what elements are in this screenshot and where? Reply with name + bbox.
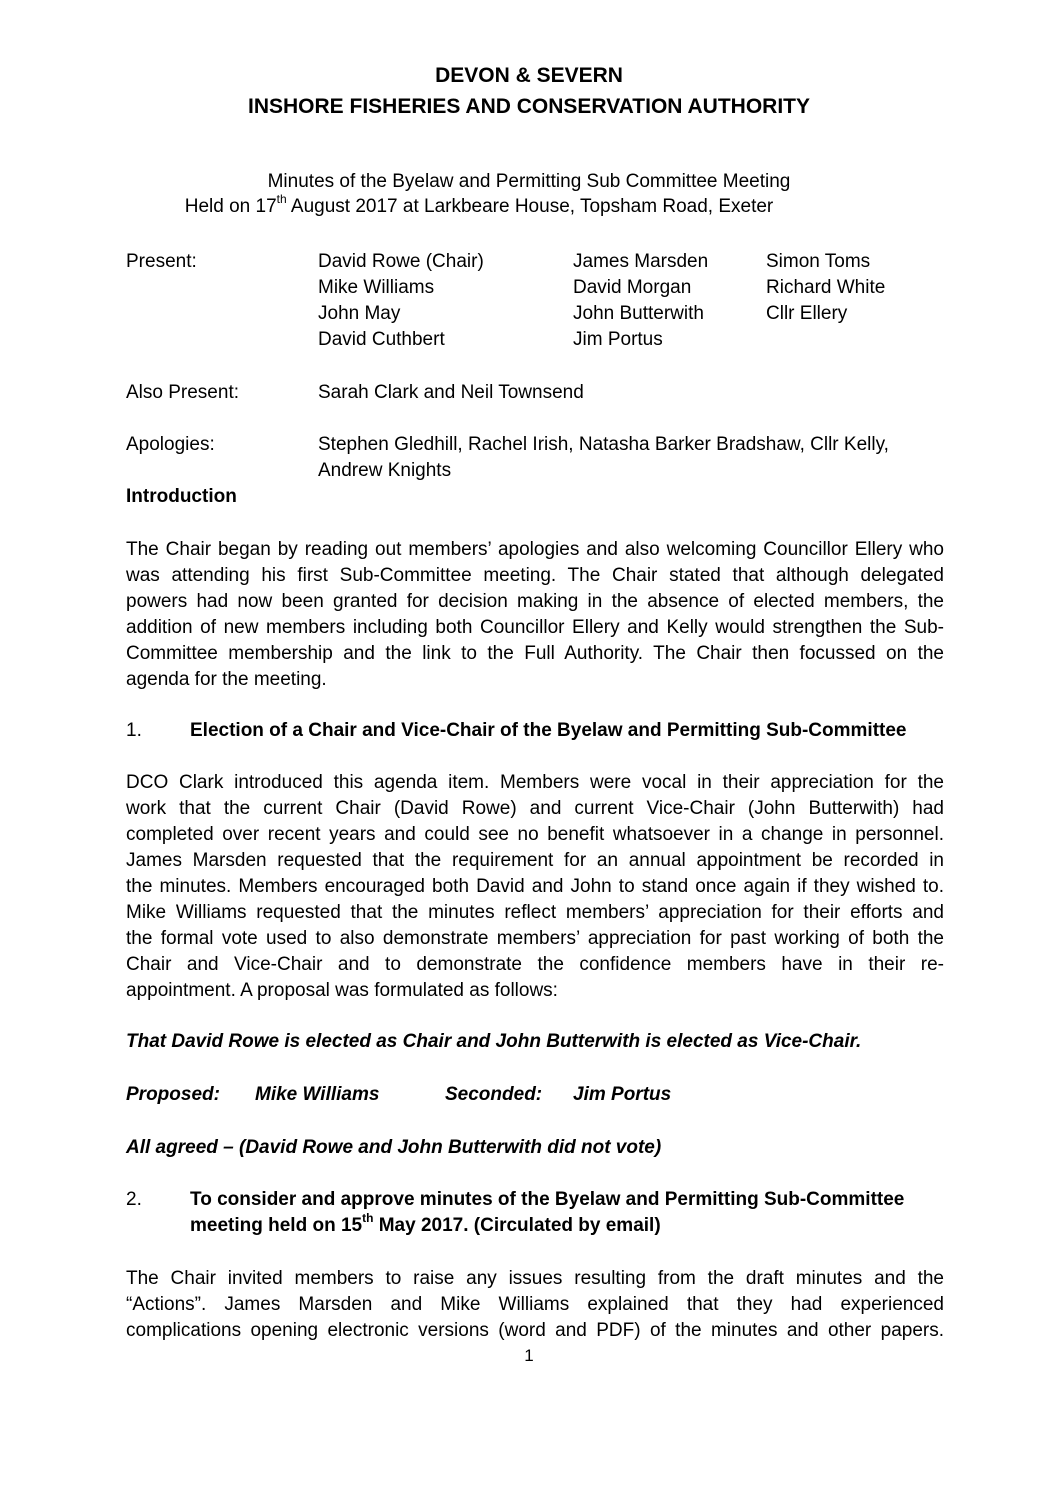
introduction-paragraph <box>126 537 944 693</box>
present-member: Cllr Ellery <box>766 303 848 324</box>
present-member: John May <box>318 303 401 324</box>
paragraph-line: completed over recent years and could see no benefit whatsoever in a change in personnel. <box>126 824 944 845</box>
paragraph-line: complications opening electronic versions (word and PDF) of the minutes and other papers. <box>126 1320 944 1341</box>
item2-number: 2. <box>126 1189 142 1210</box>
paragraph-line: Committee membership and the link to the Full Authority. The Chair then focussed on the <box>126 643 944 664</box>
item1-number: 1. <box>126 720 142 741</box>
paragraph-line: addition of new members including both Councillor Ellery and Kelly would strengthen the Sub- <box>126 617 944 638</box>
paragraph-line: “Actions”. James Marsden and Mike Williams explained that they had experienced <box>126 1294 944 1315</box>
present-member: David Cuthbert <box>318 329 445 350</box>
item1-heading: Election of a Chair and Vice-Chair of the Byelaw and Permitting Sub-Committee <box>190 720 907 741</box>
apologies-line1: Stephen Gledhill, Rachel Irish, Natasha Barker Bradshaw, Cllr Kelly, <box>318 434 889 455</box>
item1-paragraph <box>126 770 944 1004</box>
paragraph-line: DCO Clark introduced this agenda item. Members were vocal in their appreciation for the <box>126 772 944 793</box>
present-member: James Marsden <box>573 251 709 272</box>
org-title-line2: INSHORE FISHERIES AND CONSERVATION AUTHORITY <box>248 95 810 118</box>
org-title-line1: DEVON & SEVERN <box>435 64 623 87</box>
seconded-label: Seconded: <box>445 1084 543 1105</box>
minutes-subtitle-line2: Held on 17th August 2017 at Larkbeare House, Topsham Road, Exeter <box>184 191 774 217</box>
apologies-label: Apologies: <box>126 434 215 455</box>
paragraph-line: work that the current Chair (David Rowe) and current Vice-Chair (John Butterwith) had <box>126 798 944 819</box>
paragraph-line: powers had now been granted for decision making in the absence of elected members, the <box>126 591 944 612</box>
paragraph-line: Chair and Vice-Chair and to demonstrate the confidence members have in their re- <box>126 954 944 975</box>
item1-resolution: That David Rowe is elected as Chair and John Butterwith is elected as Vice-Chair. <box>126 1031 862 1052</box>
paragraph-line: James Marsden requested that the requirement for an annual appointment be recorded in <box>126 850 944 871</box>
present-member: David Rowe (Chair) <box>318 251 484 272</box>
item1-outcome: All agreed – (David Rowe and John Butterwith did not vote) <box>126 1137 662 1158</box>
present-member: David Morgan <box>573 277 692 298</box>
also-present-value: Sarah Clark and Neil Townsend <box>318 382 584 403</box>
item2-heading-line2: meeting held on 15th May 2017. (Circulated by email) <box>190 1210 661 1236</box>
proposed-label: Proposed: <box>126 1084 220 1105</box>
item2-paragraph <box>126 1266 944 1344</box>
also-present-label: Also Present: <box>126 382 239 403</box>
paragraph-line: the minutes. Members encouraged both David and John to stand once again if they wished to. <box>126 876 944 897</box>
minutes-subtitle-line1: Minutes of the Byelaw and Permitting Sub Committee Meeting <box>267 171 791 192</box>
item2-heading-line1: To consider and approve minutes of the Byelaw and Permitting Sub-Committee <box>190 1189 905 1210</box>
proposed-value: Mike Williams <box>255 1084 380 1105</box>
present-member: Mike Williams <box>318 277 435 298</box>
paragraph-line: appointment. A proposal was formulated as follows: <box>126 980 558 1001</box>
paragraph-line: Mike Williams requested that the minutes reflect members’ appreciation for their efforts and <box>126 902 944 923</box>
present-label: Present: <box>126 251 197 272</box>
seconded-value: Jim Portus <box>573 1084 672 1105</box>
paragraph-line: The Chair began by reading out members’ apologies and also welcoming Councillor Ellery who <box>126 539 944 560</box>
paragraph-line: The Chair invited members to raise any issues resulting from the draft minutes and the <box>126 1268 944 1289</box>
present-member: John Butterwith <box>573 303 704 324</box>
paragraph-line: was attending his first Sub-Committee meeting. The Chair stated that although delegated <box>126 565 944 586</box>
paragraph-line: agenda for the meeting. <box>126 669 327 690</box>
introduction-heading: Introduction <box>126 486 237 507</box>
apologies-line2: Andrew Knights <box>318 460 452 481</box>
present-member: Richard White <box>766 277 886 298</box>
page-number: 1 <box>524 1346 534 1365</box>
present-member: Simon Toms <box>766 251 871 272</box>
present-member: Jim Portus <box>573 329 663 350</box>
paragraph-line: the formal vote used to also demonstrate members’ appreciation for past working of both the <box>126 928 944 949</box>
